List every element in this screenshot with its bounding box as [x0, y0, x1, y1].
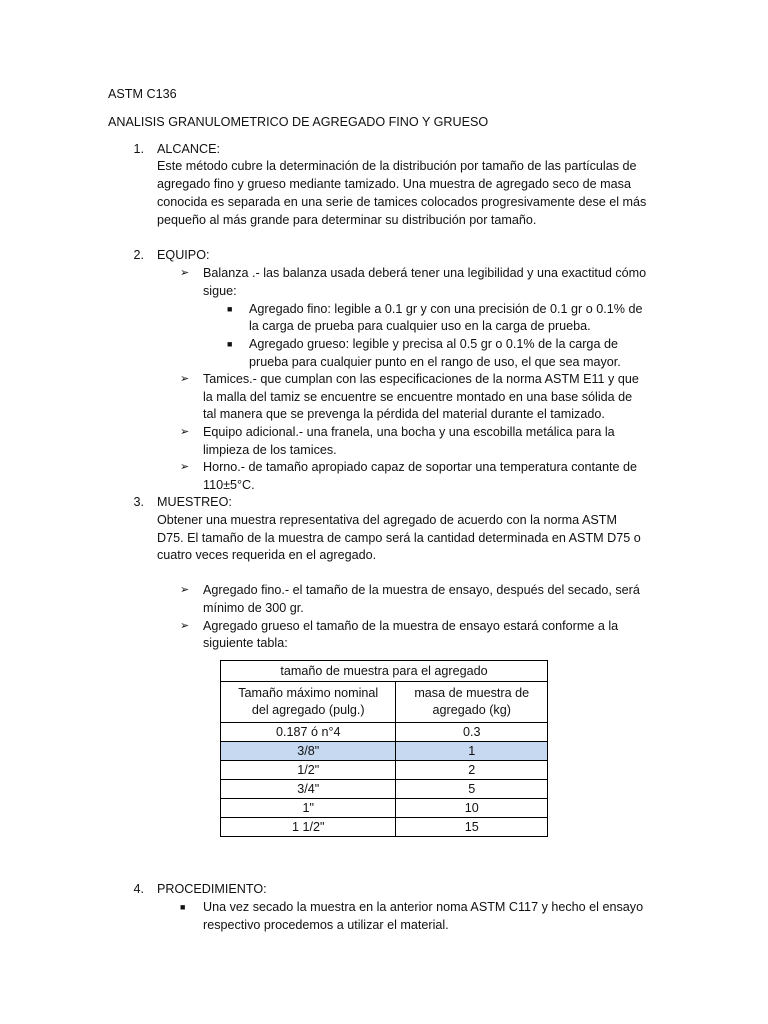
- equipo-horno-line: Horno.- de tamaño apropiado capaz de soportar una temperatura contante de: [203, 460, 638, 474]
- table-header-mass: [396, 682, 548, 723]
- section-4-heading: PROCEDIMIENTO:: [157, 882, 267, 896]
- section-3-text-line: D75. El tamaño de la muestra de campo será la cantidad determinada en ASTM D75 o: [157, 531, 641, 545]
- equipo-tamices-line: Tamices.- que cumplan con las especificaciones de la norma ASTM E11 y que: [203, 372, 639, 386]
- equipo-tamices-line: tal manera que se prevenga la pérdida del material durante el tamizado.: [203, 407, 605, 421]
- muestreo-fino-line: mínimo de 300 gr.: [203, 601, 304, 615]
- section-3-number: 3.: [133, 495, 144, 509]
- muestreo-fino-line: Agregado fino.- el tamaño de la muestra de ensayo, después del secado, será: [203, 583, 640, 597]
- section-4-number: 4.: [133, 882, 144, 896]
- table-cell-size: 3/8": [221, 742, 396, 761]
- doc-title: ANALISIS GRANULOMETRICO DE AGREGADO FINO Y GRUESO: [108, 115, 489, 129]
- section-3-heading: MUESTREO:: [157, 495, 232, 509]
- table-row: [221, 780, 548, 799]
- square-bullet-icon: ■: [227, 304, 233, 314]
- procedimiento-line: respectivo procedemos a utilizar el material.: [203, 918, 449, 932]
- arrow-bullet-icon: ➢: [180, 267, 190, 279]
- section-1-text-line: pequeño al más grande para determinar su distribución por tamaño.: [157, 213, 537, 227]
- section-1-text-line: agregado fino y grueso mediante tamizado. Una muestra de agregado seco de masa: [157, 177, 631, 191]
- table-cell-mass: 0.3: [396, 723, 548, 742]
- equipo-adicional-line: Equipo adicional.- una franela, una bocha y una escobilla metálica para la: [203, 425, 615, 439]
- muestreo-grueso-line: Agregado grueso el tamaño de la muestra de ensayo estará conforme a la: [203, 619, 619, 633]
- section-1-text-line: conocida es separada en una serie de tamices colocados progresivamente dese el más: [157, 195, 647, 209]
- balanza-fino-line: Agregado fino: legible a 0.1 gr y con una precisión de 0.1 gr o 0.1% de: [249, 302, 643, 316]
- square-bullet-icon: ■: [227, 339, 233, 349]
- arrow-bullet-icon: ➢: [180, 426, 190, 438]
- section-2-heading: EQUIPO:: [157, 248, 210, 262]
- arrow-bullet-icon: ➢: [180, 461, 190, 473]
- table-cell-size: 1/2": [221, 761, 396, 780]
- table-cell-mass: 15: [396, 818, 548, 837]
- arrow-bullet-icon: ➢: [180, 620, 190, 632]
- table-cell-mass: 10: [396, 799, 548, 818]
- balanza-grueso-line: Agregado grueso: legible y precisa al 0.5 gr o 0.1% de la carga de: [249, 337, 618, 351]
- table-cell-size: 1 1/2": [221, 818, 396, 837]
- table-header-size: [221, 682, 396, 723]
- equipo-tamices-line: la malla del tamiz se encuentre se encuentre montado en una base sólida de: [203, 390, 633, 404]
- table-cell-mass: 2: [396, 761, 548, 780]
- equipo-balanza-line: Balanza .- las balanza usada deberá tener una legibilidad y una exactitud cómo: [203, 266, 647, 280]
- procedimiento-line: Una vez secado la muestra en la anterior noma ASTM C117 y hecho el ensayo: [203, 900, 644, 914]
- table-header-size-line: Tamaño máximo nominal: [238, 686, 379, 700]
- table-header-mass-line: agregado (kg): [432, 703, 511, 717]
- section-1-text-line: Este método cubre la determinación de la distribución por tamaño de las partículas de: [157, 159, 637, 173]
- muestreo-grueso-line: siguiente tabla:: [203, 636, 288, 650]
- square-bullet-icon: ■: [180, 902, 186, 912]
- table-header-mass-line: masa de muestra de: [414, 686, 530, 700]
- table-cell-size: 1": [221, 799, 396, 818]
- table-row: [221, 818, 548, 837]
- section-1-number: 1.: [133, 142, 144, 156]
- section-3-text-line: cuatro veces requerida en el agregado.: [157, 548, 377, 562]
- table-cell-size: 0.187 ó n°4: [221, 723, 396, 742]
- doc-code: ASTM C136: [108, 87, 177, 101]
- sample-size-table: [220, 660, 548, 837]
- section-2-number: 2.: [133, 248, 144, 262]
- table-row: [221, 723, 548, 742]
- table-cell-mass: 5: [396, 780, 548, 799]
- table-cell-mass: 1: [396, 742, 548, 761]
- table-row-highlighted: [221, 742, 548, 761]
- table-row: [221, 761, 548, 780]
- table-cell-size: 3/4": [221, 780, 396, 799]
- balanza-grueso-line: prueba para cualquier punto en el rango de uso, el que sea mayor.: [249, 355, 621, 369]
- arrow-bullet-icon: ➢: [180, 373, 190, 385]
- table-header-size-line: del agregado (pulg.): [251, 703, 365, 717]
- balanza-fino-line: la carga de prueba para cualquier uso en la carga de prueba.: [249, 319, 591, 333]
- equipo-balanza-line: sigue:: [203, 284, 237, 298]
- table-title: tamaño de muestra para el agregado: [221, 661, 548, 682]
- equipo-horno-line: 110±5°C.: [203, 478, 255, 492]
- table-row: [221, 799, 548, 818]
- arrow-bullet-icon: ➢: [180, 584, 190, 596]
- section-1-heading: ALCANCE:: [157, 142, 220, 156]
- equipo-adicional-line: limpieza de los tamices.: [203, 443, 337, 457]
- section-3-text-line: Obtener una muestra representativa del agregado de acuerdo con la norma ASTM: [157, 513, 617, 527]
